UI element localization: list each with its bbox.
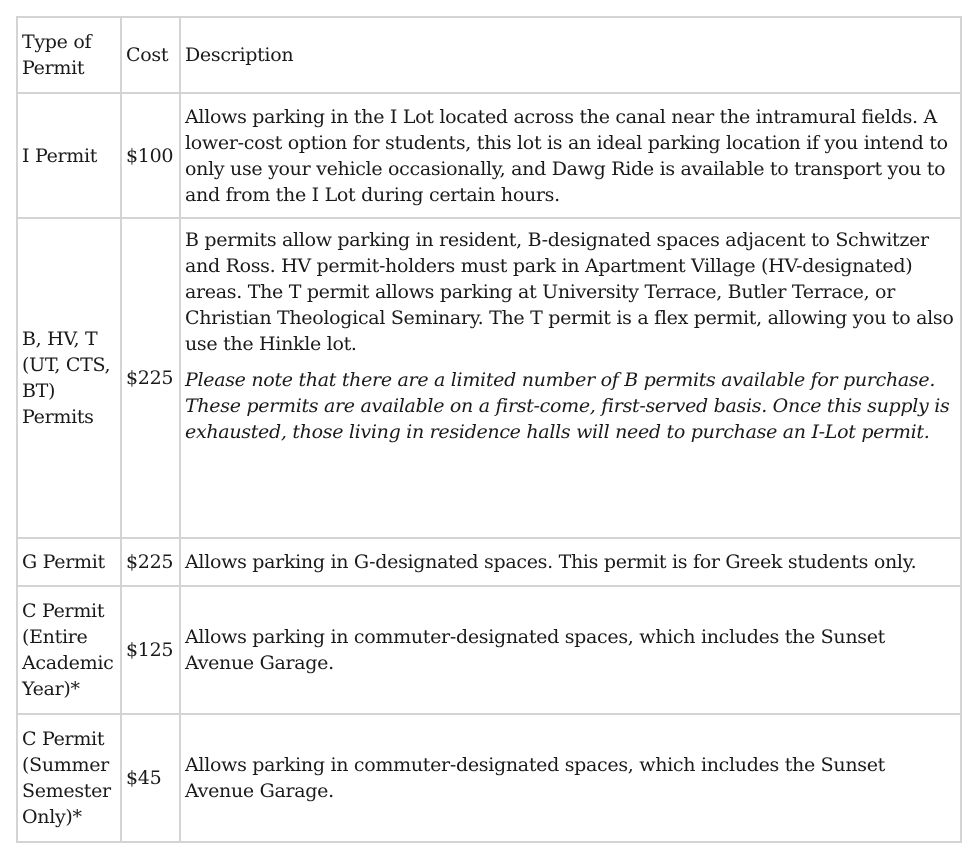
permit-type-cell: I Permit [17, 93, 121, 218]
permit-description-cell: Allows parking in the I Lot located across the canal near the intramural fields. A lower-cost option for students, this lot is an ideal parking location if you intend to only use your vehicle occasionally, and Dawg Ride is available to transport you to and from the I Lot during certain hours. [180, 93, 961, 218]
table-row-g-permit [17, 538, 961, 586]
permit-description-cell: Allows parking in commuter-designated spaces, which includes the Sunset Avenue Garage. [180, 586, 961, 714]
table-row-i-permit [17, 93, 961, 218]
permit-description-cell: Allows parking in commuter-designated spaces, which includes the Sunset Avenue Garage. [180, 714, 961, 842]
permit-type-cell: C Permit (Entire Academic Year)* [17, 586, 121, 714]
header-type-of-permit: Type of Permit [17, 17, 121, 93]
permit-type-cell: C Permit (Summer Semester Only)* [17, 714, 121, 842]
header-cost: Cost [121, 17, 180, 93]
header-description: Description [180, 17, 961, 93]
permit-description-text: B permits allow parking in resident, B-designated spaces adjacent to Schwitzer and Ross. HV permit-holders must park in Apartment Village (HV-designated) areas. The T permit allows parking at University Terrace, Butler Terrace, or Christian Theological Seminary. The T permit is a flex permit, allowing you to also use the Hinkle lot. [185, 229, 954, 355]
header-row [17, 17, 961, 93]
permit-type-cell: G Permit [17, 538, 121, 586]
table-row-c-permit-summer [17, 714, 961, 842]
table-row-b-hv-t-permits [17, 218, 961, 538]
permit-description-cell [180, 218, 961, 538]
permit-cost-cell: $125 [121, 586, 180, 714]
limited-availability-note: Please note that there are a limited number of B permits available for purchase. These permits are available on a first-come, first-served basis. Once this supply is exhausted, those living in residence halls will need to purchase an I-Lot permit. [185, 369, 950, 443]
table-row-c-permit-academic-year [17, 586, 961, 714]
permit-cost-cell: $45 [121, 714, 180, 842]
permit-cost-cell: $225 [121, 538, 180, 586]
permit-cost-cell: $100 [121, 93, 180, 218]
permit-description-cell: Allows parking in G-designated spaces. This permit is for Greek students only. [180, 538, 961, 586]
permits-table [16, 16, 962, 843]
permit-cost-cell: $225 [121, 218, 180, 538]
permit-type-cell: B, HV, T (UT, CTS, BT) Permits [17, 218, 121, 538]
